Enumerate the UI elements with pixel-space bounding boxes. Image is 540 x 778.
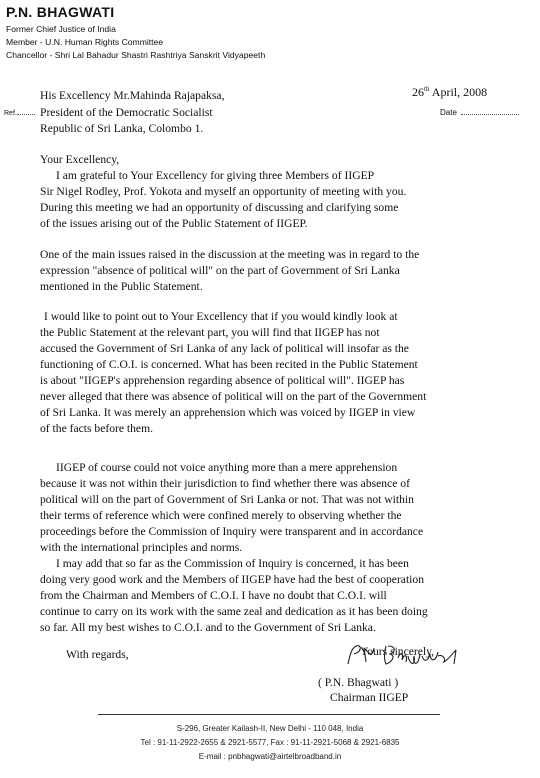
body-line: from the Chairman and Members of C.O.I. I have no doubt that C.O.I. will — [40, 589, 387, 602]
date-month-year: April, 2008 — [431, 85, 488, 99]
body-line: doing very good work and the Members of IIGEP have had the best of cooperation — [40, 573, 424, 586]
footer-email: E-mail : pnbhagwati@airtelbroadband.in — [198, 752, 342, 761]
body-line: accused the Government of Sri Lanka of any lack of political will insofar as the — [40, 342, 409, 355]
body-line: IIGEP of course could not voice anything more than a mere apprehension — [56, 461, 398, 474]
body-line: One of the main issues raised in the discussion at the meeting was in regard to the — [40, 248, 420, 261]
ref-label: Ref. — [4, 110, 17, 117]
letterhead-name: P.N. BHAGWATI — [6, 4, 115, 20]
body-line: functioning of C.O.I. is concerned. What has been recited in the Public Statement — [40, 358, 418, 371]
addressee-line: Republic of Sri Lanka, Colombo 1. — [40, 122, 204, 135]
letterhead-line: Member - U.N. Human Rights Committee — [6, 37, 164, 47]
footer-phone: Tel : 91-11-2922-2655 & 2921-5577, Fax : 91-11-2921-5068 & 2921-6835 — [140, 738, 400, 747]
body-line: proceedings before the Commission of Inquiry were transparent and in accordance — [40, 525, 424, 538]
signatory-name: ( P.N. Bhagwati ) — [318, 676, 399, 689]
body-line: During this meeting we had an opportunity of discussing and clarifying some — [40, 201, 399, 214]
letterhead-line: Former Chief Justice of India — [6, 24, 116, 34]
closing-regards: With regards, — [66, 648, 129, 661]
body-line: Sir Nigel Rodley, Prof. Yokota and myself an opportunity of meeting with you. — [40, 185, 407, 198]
date-label: Date — [440, 108, 457, 117]
date-suffix: th — [424, 85, 430, 93]
body-line: the Public Statement at the relevant part, you will find that IIGEP has not — [40, 326, 380, 339]
body-line: of the issues arising out of the Public Statement of IIGEP. — [40, 217, 308, 230]
addressee-line: President of the Democratic Socialist — [40, 106, 213, 119]
body-line: so far. All my best wishes to C.O.I. and to the Government of Sri Lanka. — [40, 621, 376, 634]
body-line: mentioned in the Public Statement. — [40, 280, 203, 293]
date-dotted-line — [461, 108, 519, 115]
letterhead-line: Chancellor - Shri Lal Bahadur Shastri Rashtriya Sanskrit Vidyapeeth — [6, 50, 266, 60]
body-line: I would like to point out to Your Excellency that if you would kindly look at — [44, 310, 398, 323]
body-line: never alleged that there was absence of political will on the part of the Government — [40, 390, 427, 403]
body-line: of the facts before them. — [40, 422, 153, 435]
signatory-title: Chairman IIGEP — [330, 691, 409, 704]
body-line: political will on the part of Government of Sri Lanka or not. That was not within — [40, 493, 414, 506]
body-line: with the international principles and norms. — [40, 541, 243, 554]
body-line: of Sri Lanka. It was merely an apprehension which was voiced by IIGEP in view — [40, 406, 416, 419]
body-line: I am grateful to Your Excellency for giving three Members of IIGEP — [56, 169, 375, 182]
body-line: I may add that so far as the Commission of Inquiry is concerned, it has been — [56, 557, 409, 570]
footer-address: S-296, Greater Kailash-II, New Delhi - 110 048, India — [176, 724, 364, 733]
addressee-line: His Excellency Mr.Mahinda Rajapaksa, — [40, 89, 225, 102]
body-line: continue to carry on its work with the same zeal and dedication as it has been doing — [40, 605, 428, 618]
salutation: Your Excellency, — [40, 153, 120, 166]
ref-field — [4, 108, 35, 117]
date-field — [440, 108, 519, 117]
date-day: 26 — [412, 85, 424, 99]
handwritten-signature — [340, 640, 470, 670]
closing-yours: Yours sincerely, — [360, 645, 435, 658]
letter-date — [412, 85, 487, 100]
ref-dotted-line — [17, 108, 35, 115]
body-line: their terms of reference which were confined merely to observing whether the — [40, 509, 402, 522]
body-line: because it was not within their jurisdiction to find whether there was absence of — [40, 477, 410, 490]
body-line: is about "IIGEP's apprehension regarding absence of political will". IIGEP has — [40, 374, 405, 387]
footer-divider — [98, 714, 440, 715]
body-line: expression "absence of political will" on the part of Government of Sri Lanka — [40, 264, 400, 277]
